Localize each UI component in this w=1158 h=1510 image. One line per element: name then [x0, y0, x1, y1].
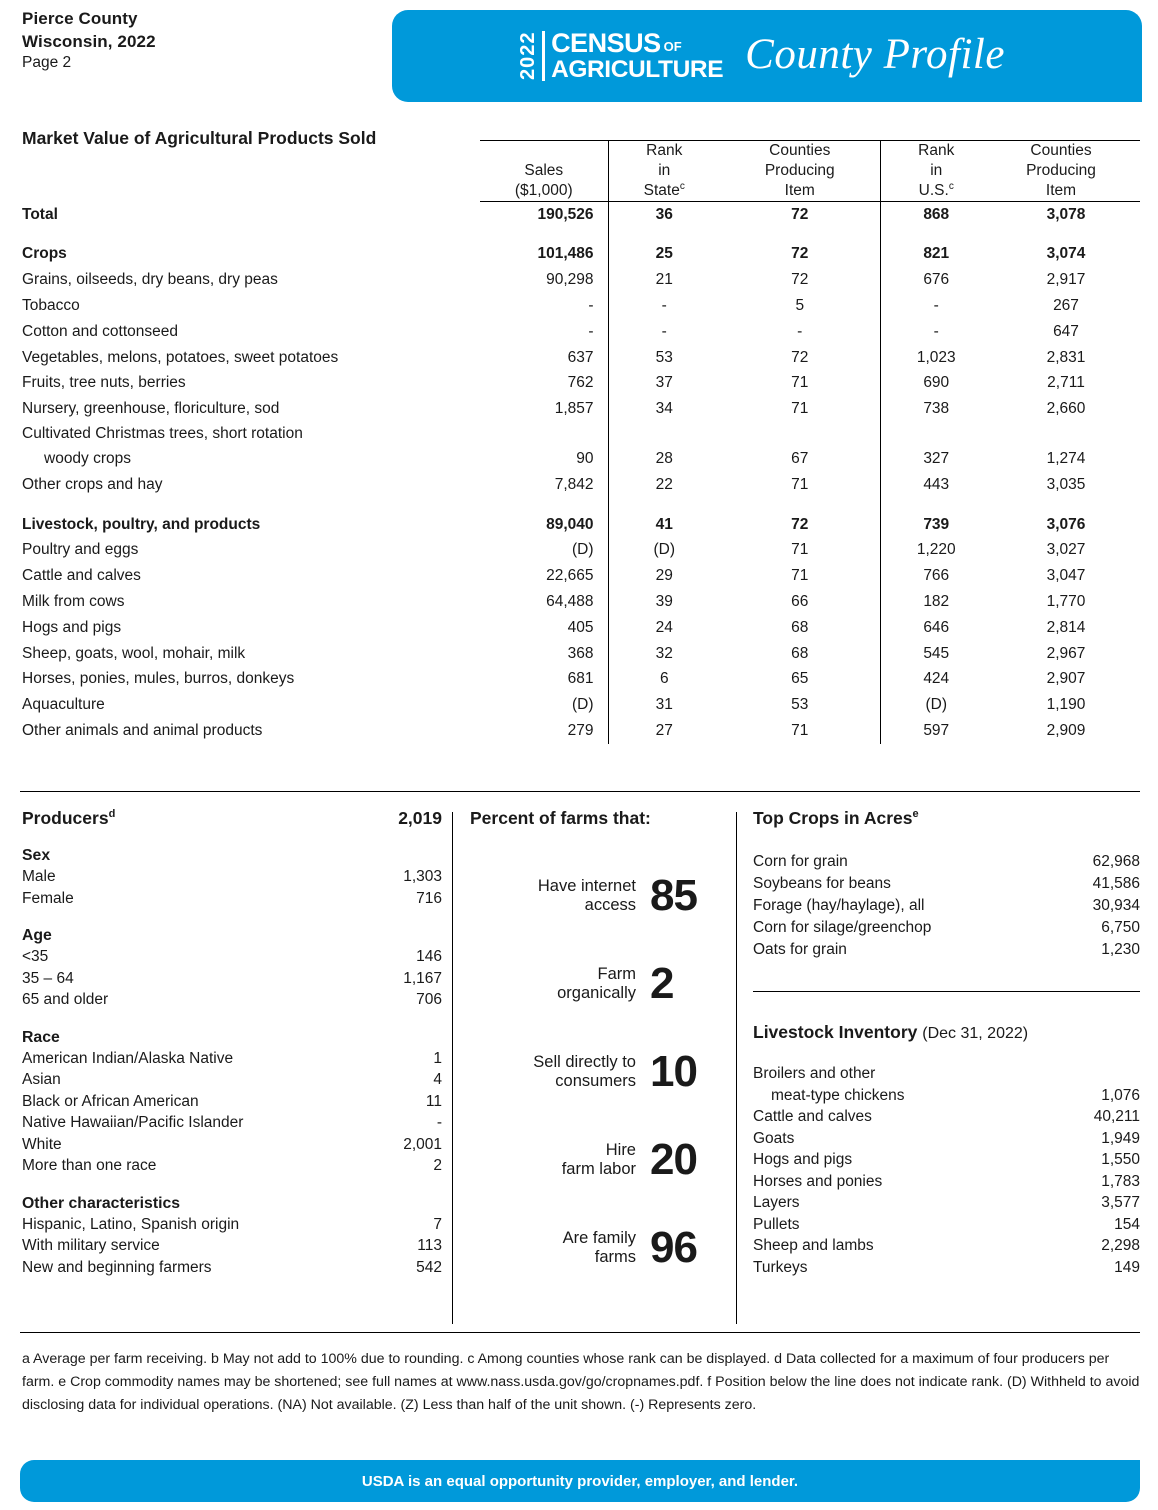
cell-rank-state: 25: [608, 241, 720, 267]
producers-group-heading-sex: Sex: [22, 847, 51, 864]
row-label: Other crops and hay: [22, 475, 163, 493]
row-value: 154: [1114, 1215, 1140, 1233]
cell-sales: 681: [567, 670, 594, 688]
cell-sales: 64,488: [546, 593, 594, 610]
cell-sales: 190,526: [537, 205, 594, 223]
footer-text: USDA is an equal opportunity provider, employer, and lender.: [361, 1472, 799, 1490]
row-value: 1,783: [1101, 1172, 1140, 1190]
lower-panels: [20, 808, 1140, 1324]
cell-counties-state: 65: [791, 670, 809, 688]
row-value: 1,076: [1101, 1086, 1140, 1104]
county-identification: [22, 8, 156, 74]
percent-of-farms-panel: [470, 808, 728, 1279]
cell-sales: 762: [567, 374, 594, 392]
table-row: [20, 641, 1140, 667]
row-label: Hogs and pigs: [753, 1151, 853, 1168]
list-item-broilers: [753, 1063, 1140, 1106]
stat-value: 10: [650, 1047, 697, 1096]
list-item: [22, 1069, 442, 1091]
table-row: [20, 319, 1140, 345]
cell-rank-state: 53: [608, 345, 720, 371]
row-value: 1,949: [1101, 1129, 1140, 1147]
cell-rank-us: 1,023: [880, 345, 992, 371]
header-counties-producing-state: Counties Producing Item: [720, 141, 880, 202]
table-row-christmas-trees-line1: [20, 422, 1140, 446]
row-value: 30,934: [1092, 897, 1140, 914]
cell-rank-us: 545: [880, 641, 992, 667]
cell-counties-us: 2,909: [1046, 721, 1086, 739]
section-divider-rule: [753, 991, 1140, 992]
cell-rank-us: 738: [880, 396, 992, 422]
cell-rank-us: 739: [880, 512, 992, 538]
market-value-table: [20, 140, 1140, 744]
cell-sales: 368: [567, 644, 594, 662]
row-value: 11: [425, 1092, 442, 1110]
logo-year: 2022: [517, 31, 540, 81]
column-divider-1: [452, 812, 453, 1324]
cell-counties-us: 647: [1053, 322, 1079, 340]
row-label: 35 – 64: [22, 969, 74, 987]
cell-counties-state: 71: [791, 567, 809, 585]
list-item: [753, 917, 1140, 939]
row-value: 41,586: [1092, 875, 1140, 892]
list-item: [753, 1192, 1140, 1214]
state-and-year: Wisconsin, 2022: [22, 31, 156, 51]
cell-rank-us: 690: [880, 370, 992, 396]
stat-label: Have internet access: [537, 876, 636, 914]
cell-counties-state: 68: [791, 644, 809, 662]
row-label: Hogs and pigs: [22, 618, 122, 636]
cell-rank-us: 327: [880, 446, 992, 472]
row-label: Forage (hay/haylage), all: [753, 897, 925, 914]
row-label-line2: meat-type chickens: [771, 1086, 905, 1104]
producers-panel: [22, 808, 442, 1278]
list-item: [22, 1048, 442, 1070]
percent-stat-hire-labor: [470, 1129, 728, 1191]
cell-counties-us: 2,967: [1046, 644, 1086, 662]
row-label: Aquaculture: [22, 696, 105, 714]
row-label: More than one race: [22, 1157, 157, 1174]
cell-rank-state: (D): [608, 537, 720, 563]
row-label: With military service: [22, 1237, 160, 1254]
row-value: 1,230: [1101, 941, 1140, 958]
cell-rank-state: 21: [608, 267, 720, 293]
row-value: 6,750: [1101, 919, 1140, 936]
table-row: [20, 615, 1140, 641]
row-label: Fruits, tree nuts, berries: [22, 374, 186, 392]
census-banner: [392, 10, 1142, 102]
cell-counties-state: 53: [791, 696, 809, 714]
row-value: 706: [416, 991, 442, 1008]
cell-sales: 279: [567, 721, 594, 739]
list-item: [22, 968, 442, 990]
row-value: 3,577: [1101, 1194, 1140, 1211]
cell-counties-state: 66: [791, 593, 809, 610]
cell-counties-us: 2,711: [1047, 374, 1085, 392]
row-value: 4: [433, 1071, 442, 1088]
cell-rank-state: 39: [608, 589, 720, 615]
footnotes-text: a Average per farm receiving. b May not add to 100% due to rounding. c Among counties whose rank can be displayed. d Data collected for a maximum of four producers per farm. e Crop commodity names may be shortened; see full names at www.nass.usda.gov/go/cropnames.pdf. f Position below the line does not indicate rank. (D) Withheld to avoid disclosing data for individual operations. (NA) Not available. (Z) Less than half of the unit shown. (-) Represents zero.: [22, 1351, 1140, 1413]
cell-rank-us: 424: [880, 666, 992, 692]
table-row: [20, 472, 1140, 498]
cell-counties-state: 72: [791, 205, 809, 223]
cell-counties-state: -: [797, 322, 803, 340]
cell-counties-us: 2,814: [1046, 618, 1086, 636]
cell-sales: 637: [567, 348, 594, 366]
cell-rank-state: 37: [608, 370, 720, 396]
row-label: Horses and ponies: [753, 1172, 883, 1190]
percent-stat-direct-sales: [470, 1041, 728, 1103]
percent-of-farms-title: Percent of farms that:: [470, 808, 651, 828]
cell-sales: (D): [571, 696, 594, 714]
cell-counties-state: 72: [791, 271, 809, 289]
cell-sales: 1,857: [554, 400, 594, 418]
table-bottom-rule: [20, 791, 1140, 792]
cell-sales: 90,298: [546, 271, 594, 289]
row-label: Sheep, goats, wool, mohair, milk: [22, 644, 246, 662]
stat-label: Hire farm labor: [561, 1140, 636, 1178]
row-label: Crops: [22, 245, 67, 263]
row-label: 65 and older: [22, 991, 109, 1008]
row-label: Hispanic, Latino, Spanish origin: [22, 1215, 240, 1233]
cell-counties-us: 2,907: [1046, 670, 1086, 688]
cell-counties-state: 71: [791, 400, 809, 418]
table-row: [20, 718, 1140, 744]
row-label: Turkeys: [753, 1258, 808, 1276]
stat-label: Farm organically: [557, 964, 636, 1002]
row-label: Pullets: [753, 1215, 800, 1233]
table-row: [20, 345, 1140, 371]
row-label: Soybeans for beans: [753, 875, 891, 892]
list-item: [22, 1155, 442, 1177]
spacer-row: [20, 227, 1140, 241]
list-item: [22, 1112, 442, 1134]
row-value: 40,211: [1093, 1108, 1140, 1125]
list-item: [753, 1149, 1140, 1171]
page-number: Page 2: [22, 54, 72, 72]
producers-group-heading-age: Age: [22, 927, 52, 944]
cell-counties-us: 2,917: [1046, 271, 1086, 289]
cell-sales: -: [588, 322, 594, 340]
cell-counties-us: 3,035: [1046, 475, 1086, 493]
row-label: Oats for grain: [753, 941, 847, 958]
cell-counties-state: 71: [791, 475, 809, 493]
cell-sales: 90: [576, 450, 594, 468]
stat-value: 85: [650, 871, 697, 920]
cell-rank-state: 6: [608, 666, 720, 692]
table-row-total: [20, 201, 1140, 227]
cell-rank-us: 646: [880, 615, 992, 641]
logo-of-word: OF: [663, 39, 682, 55]
cell-sales: (D): [571, 541, 594, 559]
stat-label: Sell directly to consumers: [533, 1052, 636, 1090]
list-item: [753, 1257, 1140, 1279]
list-item: [22, 1214, 442, 1236]
list-item: [22, 946, 442, 968]
percent-stat-internet: [470, 865, 728, 927]
row-value: 1,550: [1101, 1151, 1140, 1168]
table-row-christmas-trees: [20, 446, 1140, 472]
stat-value: 20: [650, 1135, 697, 1184]
cell-rank-us: 868: [880, 201, 992, 227]
table-row-livestock-header: [20, 512, 1140, 538]
cell-counties-state: 5: [795, 297, 805, 315]
cell-counties-us: 3,074: [1046, 245, 1086, 263]
cell-rank-state: 36: [608, 201, 720, 227]
cell-rank-us: 443: [880, 472, 992, 498]
row-label: Tobacco: [22, 297, 80, 315]
row-value: -: [436, 1114, 442, 1131]
percent-stat-organic: [470, 953, 728, 1015]
cell-rank-state: 28: [608, 446, 720, 472]
row-label: American Indian/Alaska Native: [22, 1049, 234, 1067]
row-label: New and beginning farmers: [22, 1258, 212, 1276]
cell-counties-state: 72: [791, 348, 809, 366]
list-item: [753, 1128, 1140, 1150]
top-crops-title: Top Crops in Acres$^e$: [753, 808, 919, 828]
row-value: 7: [433, 1215, 442, 1233]
table-row: [20, 692, 1140, 718]
cell-counties-state: 72: [791, 515, 809, 533]
page-header: [0, 0, 1158, 112]
list-item: [22, 1257, 442, 1279]
column-divider-2: [736, 812, 737, 1324]
list-item: [22, 866, 442, 888]
list-item: [753, 1106, 1140, 1128]
footnotes-rule: [20, 1332, 1140, 1333]
spacer-row: [20, 498, 1140, 512]
row-value: 149: [1114, 1258, 1140, 1276]
list-item: [22, 989, 442, 1011]
stat-value: 2: [650, 959, 674, 1008]
table-row-crops-header: [20, 241, 1140, 267]
cell-rank-state: 22: [608, 472, 720, 498]
row-label: Corn for grain: [753, 853, 848, 870]
row-label: Cattle and calves: [22, 567, 141, 585]
row-label: Total: [22, 205, 58, 223]
cell-rank-us: 821: [880, 241, 992, 267]
row-value: 146: [416, 948, 442, 965]
table-row: [20, 293, 1140, 319]
list-item: [22, 1134, 442, 1156]
cell-rank-state: 29: [608, 563, 720, 589]
county-name: Pierce County: [22, 9, 138, 28]
cell-rank-state: 31: [608, 692, 720, 718]
stat-value: 96: [650, 1223, 697, 1272]
list-item: [22, 888, 442, 910]
usda-footer-banner: [20, 1460, 1140, 1502]
list-item: [22, 1235, 442, 1257]
logo-census-word: CENSUS: [551, 27, 661, 58]
row-value: 113: [417, 1237, 442, 1254]
row-label-line1: Broilers and other: [753, 1065, 876, 1082]
row-value: 1,167: [403, 969, 442, 987]
row-label: White: [22, 1135, 62, 1153]
row-label-line2: woody crops: [44, 450, 132, 468]
top-crops-list: [753, 851, 1140, 961]
row-value: 542: [416, 1258, 442, 1276]
row-value: 1: [433, 1049, 442, 1067]
producers-title: Producers$^d$: [22, 808, 116, 828]
row-label: Female: [22, 889, 74, 907]
stat-label: Are family farms: [562, 1228, 636, 1266]
cell-counties-state: 71: [791, 541, 809, 559]
cell-rank-us: 1,220: [880, 537, 992, 563]
row-label: Livestock, poultry, and products: [22, 515, 261, 533]
row-label: Milk from cows: [22, 593, 125, 610]
row-label: Horses, ponies, mules, burros, donkeys: [22, 670, 295, 688]
cell-counties-us: 3,076: [1046, 515, 1086, 533]
cell-rank-state: -: [608, 319, 720, 345]
footnote-marker-e: e: [912, 808, 919, 821]
list-item: [753, 1235, 1140, 1257]
producers-header: [22, 808, 442, 829]
percent-stat-family-farms: [470, 1217, 728, 1279]
logo-divider-rule: [542, 31, 545, 81]
row-label: Poultry and eggs: [22, 541, 139, 559]
cell-counties-us: 1,190: [1046, 696, 1086, 714]
row-value: 2,001: [403, 1135, 442, 1153]
cell-counties-us: 2,660: [1046, 400, 1086, 418]
market-value-section-title: Market Value of Agricultural Products Sold: [22, 128, 377, 148]
cell-counties-state: 67: [791, 450, 809, 468]
list-item: [753, 939, 1140, 961]
census-of-agriculture-logo: [517, 27, 724, 83]
row-label: Goats: [753, 1129, 795, 1147]
cell-rank-us: -: [880, 293, 992, 319]
row-value: 716: [416, 889, 442, 907]
list-item: [753, 873, 1140, 895]
logo-agriculture-word: AGRICULTURE: [551, 55, 724, 83]
cell-counties-us: 267: [1053, 297, 1079, 315]
row-label: Other animals and animal products: [22, 721, 263, 739]
cell-rank-us: (D): [880, 692, 992, 718]
cell-rank-state: 41: [608, 512, 720, 538]
cell-sales: -: [588, 297, 594, 315]
row-label: Corn for silage/greenchop: [753, 919, 932, 936]
cell-counties-state: 71: [791, 374, 809, 392]
cell-rank-us: 676: [880, 267, 992, 293]
list-item: [753, 851, 1140, 873]
row-label: Male: [22, 868, 56, 885]
livestock-inventory-list: [753, 1063, 1140, 1278]
header-rank-in-state: Rank in State$^c$: [608, 141, 720, 202]
cell-rank-state: 32: [608, 641, 720, 667]
producers-group-heading-race: Race: [22, 1028, 60, 1046]
header-blank: [20, 141, 480, 202]
footnote-marker-d: d: [108, 808, 116, 821]
row-label: Sheep and lambs: [753, 1237, 874, 1254]
cell-rank-state: -: [608, 293, 720, 319]
header-rank-in-us: Rank in U.S.$^c$: [880, 141, 992, 202]
cell-counties-us: 3,078: [1046, 205, 1086, 223]
table-row: [20, 563, 1140, 589]
list-item: [753, 895, 1140, 917]
row-label: Black or African American: [22, 1092, 199, 1110]
footnote-marker-c-state: c: [679, 180, 685, 192]
row-label: <35: [22, 948, 49, 965]
row-label: Nursery, greenhouse, floriculture, sod: [22, 400, 280, 418]
cell-rank-state: 24: [608, 615, 720, 641]
row-value: 2: [433, 1157, 442, 1174]
cell-rank-us: 766: [880, 563, 992, 589]
row-label: Grains, oilseeds, dry beans, dry peas: [22, 271, 278, 289]
banner-title: County Profile: [745, 30, 1005, 78]
row-label: Cotton and cottonseed: [22, 322, 178, 340]
cell-rank-us: 597: [880, 718, 992, 744]
row-value: 62,968: [1092, 853, 1140, 870]
livestock-inventory-date-note: (Dec 31, 2022): [922, 1025, 1029, 1042]
table-body: [20, 201, 1140, 744]
cell-counties-us: 3,047: [1046, 567, 1086, 585]
table-row: [20, 537, 1140, 563]
list-item: [753, 1214, 1140, 1236]
table-head: [20, 141, 1140, 202]
cell-rank-state: 27: [608, 718, 720, 744]
row-label: Asian: [22, 1071, 61, 1088]
cell-sales: 405: [567, 618, 594, 636]
cell-counties-us: 2,831: [1046, 348, 1086, 366]
top-crops-and-inventory-panel: [753, 808, 1140, 1278]
cell-counties-us: 1,770: [1046, 593, 1086, 610]
cell-rank-state: 34: [608, 396, 720, 422]
row-value: 2,298: [1101, 1237, 1140, 1254]
row-label-line1: Cultivated Christmas trees, short rotation: [22, 425, 303, 443]
header-sales: Sales ($1,000): [480, 141, 608, 202]
cell-counties-state: 72: [791, 245, 809, 263]
table-row: [20, 267, 1140, 293]
cell-sales: 7,842: [554, 475, 594, 493]
cell-counties-state: 71: [791, 721, 809, 739]
producers-group-heading-other: Other characteristics: [22, 1194, 181, 1212]
row-value: 1,303: [403, 868, 442, 885]
cell-sales: 89,040: [546, 515, 594, 533]
cell-counties-us: 3,027: [1046, 541, 1086, 559]
footnote-marker-c-us: c: [948, 180, 954, 192]
cell-counties-us: 1,274: [1046, 450, 1086, 468]
row-label: Cattle and calves: [753, 1108, 872, 1125]
row-label: Vegetables, melons, potatoes, sweet potatoes: [22, 348, 339, 366]
table-row: [20, 370, 1140, 396]
cell-sales: 22,665: [546, 567, 594, 585]
table-row: [20, 666, 1140, 692]
producers-total: 2,019: [398, 808, 442, 828]
livestock-inventory-title: Livestock Inventory (Dec 31, 2022): [753, 1022, 1029, 1042]
list-item: [22, 1091, 442, 1113]
cell-rank-us: 182: [880, 589, 992, 615]
row-label: Layers: [753, 1194, 800, 1211]
table-row: [20, 396, 1140, 422]
row-label: Native Hawaiian/Pacific Islander: [22, 1114, 244, 1131]
header-counties-producing-us: Counties Producing Item: [992, 141, 1140, 202]
list-item: [753, 1171, 1140, 1193]
table-row: [20, 589, 1140, 615]
cell-rank-us: -: [880, 319, 992, 345]
cell-counties-state: 68: [791, 618, 809, 636]
cell-sales: 101,486: [537, 245, 594, 263]
